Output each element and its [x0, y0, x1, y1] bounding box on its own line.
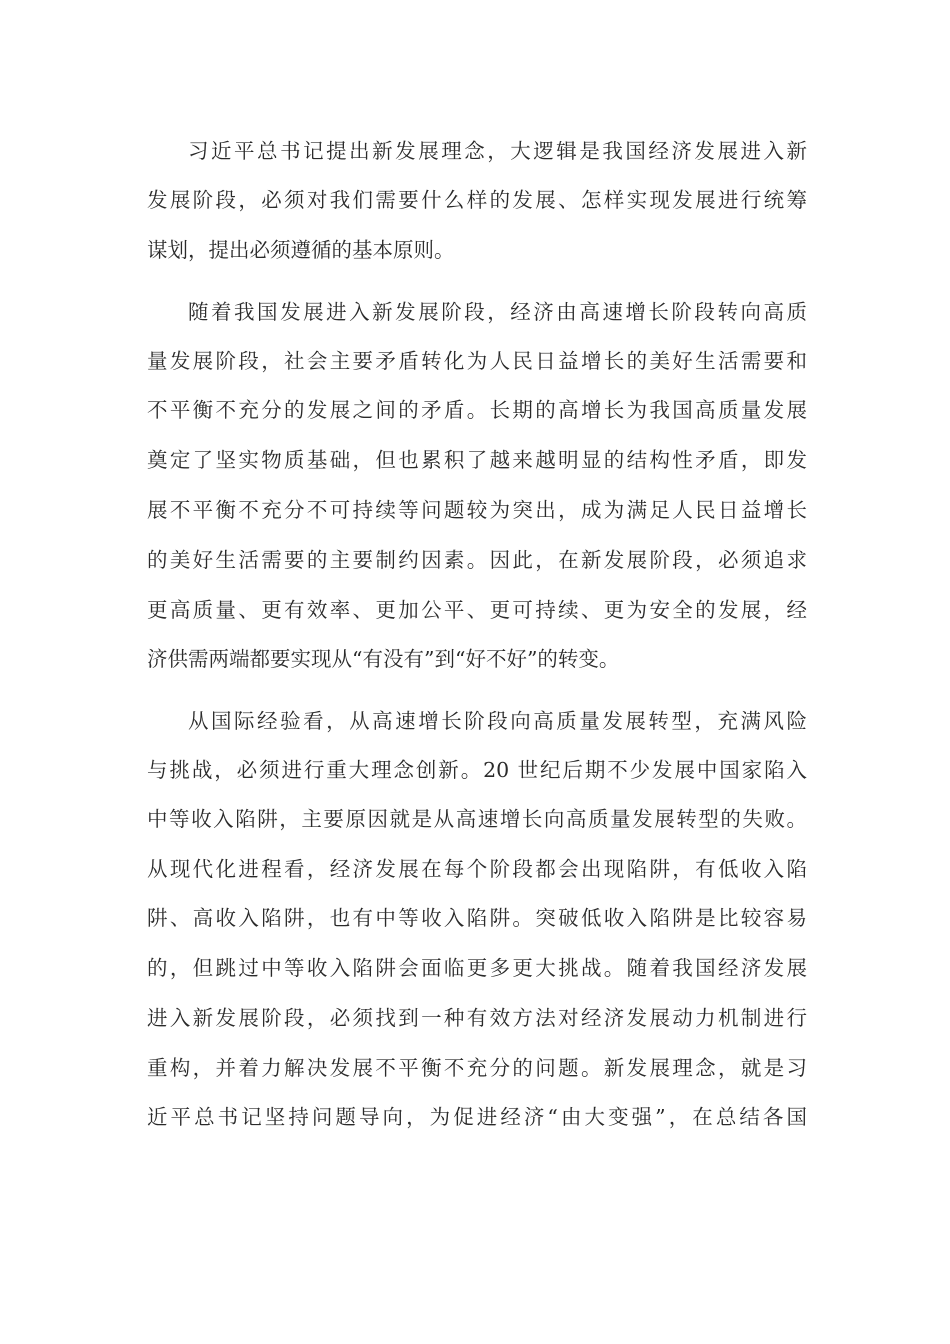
paragraph-line: 不平衡不充分的发展之间的矛盾。长期的高增长为我国高质量发展 [147, 398, 807, 422]
paragraph-line: 的，但跳过中等收入陷阱会面临更多更大挑战。随着我国经济发展 [147, 956, 807, 980]
paragraph-line: 谋划，提出必须遵循的基本原则。 [147, 238, 455, 262]
paragraph-line: 从现代化进程看，经济发展在每个阶段都会出现陷阱，有低收入陷 [147, 857, 807, 881]
paragraph-line: 量发展阶段，社会主要矛盾转化为人民日益增长的美好生活需要和 [147, 349, 807, 373]
paragraph-line: 进入新发展阶段，必须找到一种有效方法对经济发展动力机制进行 [147, 1006, 807, 1030]
paragraph-line: 中等收入陷阱，主要原因就是从高速增长向高质量发展转型的失败。 [147, 807, 807, 831]
paragraph-line: 展不平衡不充分不可持续等问题较为突出，成为满足人民日益增长 [147, 498, 807, 522]
paragraph-line: 济供需两端都要实现从“有没有”到“好不好”的转变。 [147, 647, 620, 671]
paragraph-line: 重构，并着力解决发展不平衡不充分的问题。新发展理念，就是习 [147, 1056, 807, 1080]
paragraph-line: 更高质量、更有效率、更加公平、更可持续、更为安全的发展，经 [147, 598, 807, 622]
paragraph-line: 奠定了坚实物质基础，但也累积了越来越明显的结构性矛盾，即发 [147, 448, 807, 472]
paragraph-line: 与挑战，必须进行重大理念创新。20 世纪后期不少发展中国家陷入 [147, 758, 807, 782]
paragraph-line: 发展阶段，必须对我们需要什么样的发展、怎样实现发展进行统筹 [147, 188, 807, 212]
paragraph-line: 习近平总书记提出新发展理念，大逻辑是我国经济发展进入新 [188, 139, 807, 163]
paragraph-line: 近平总书记坚持问题导向，为促进经济“由大变强”，在总结各国 [147, 1105, 807, 1129]
paragraph-line: 阱、高收入陷阱，也有中等收入陷阱。突破低收入陷阱是比较容易 [147, 906, 807, 930]
paragraph-line: 的美好生活需要的主要制约因素。因此，在新发展阶段，必须追求 [147, 548, 807, 572]
paragraph-line: 随着我国发展进入新发展阶段，经济由高速增长阶段转向高质 [188, 300, 807, 324]
paragraph-line: 从国际经验看，从高速增长阶段向高质量发展转型，充满风险 [188, 709, 807, 733]
